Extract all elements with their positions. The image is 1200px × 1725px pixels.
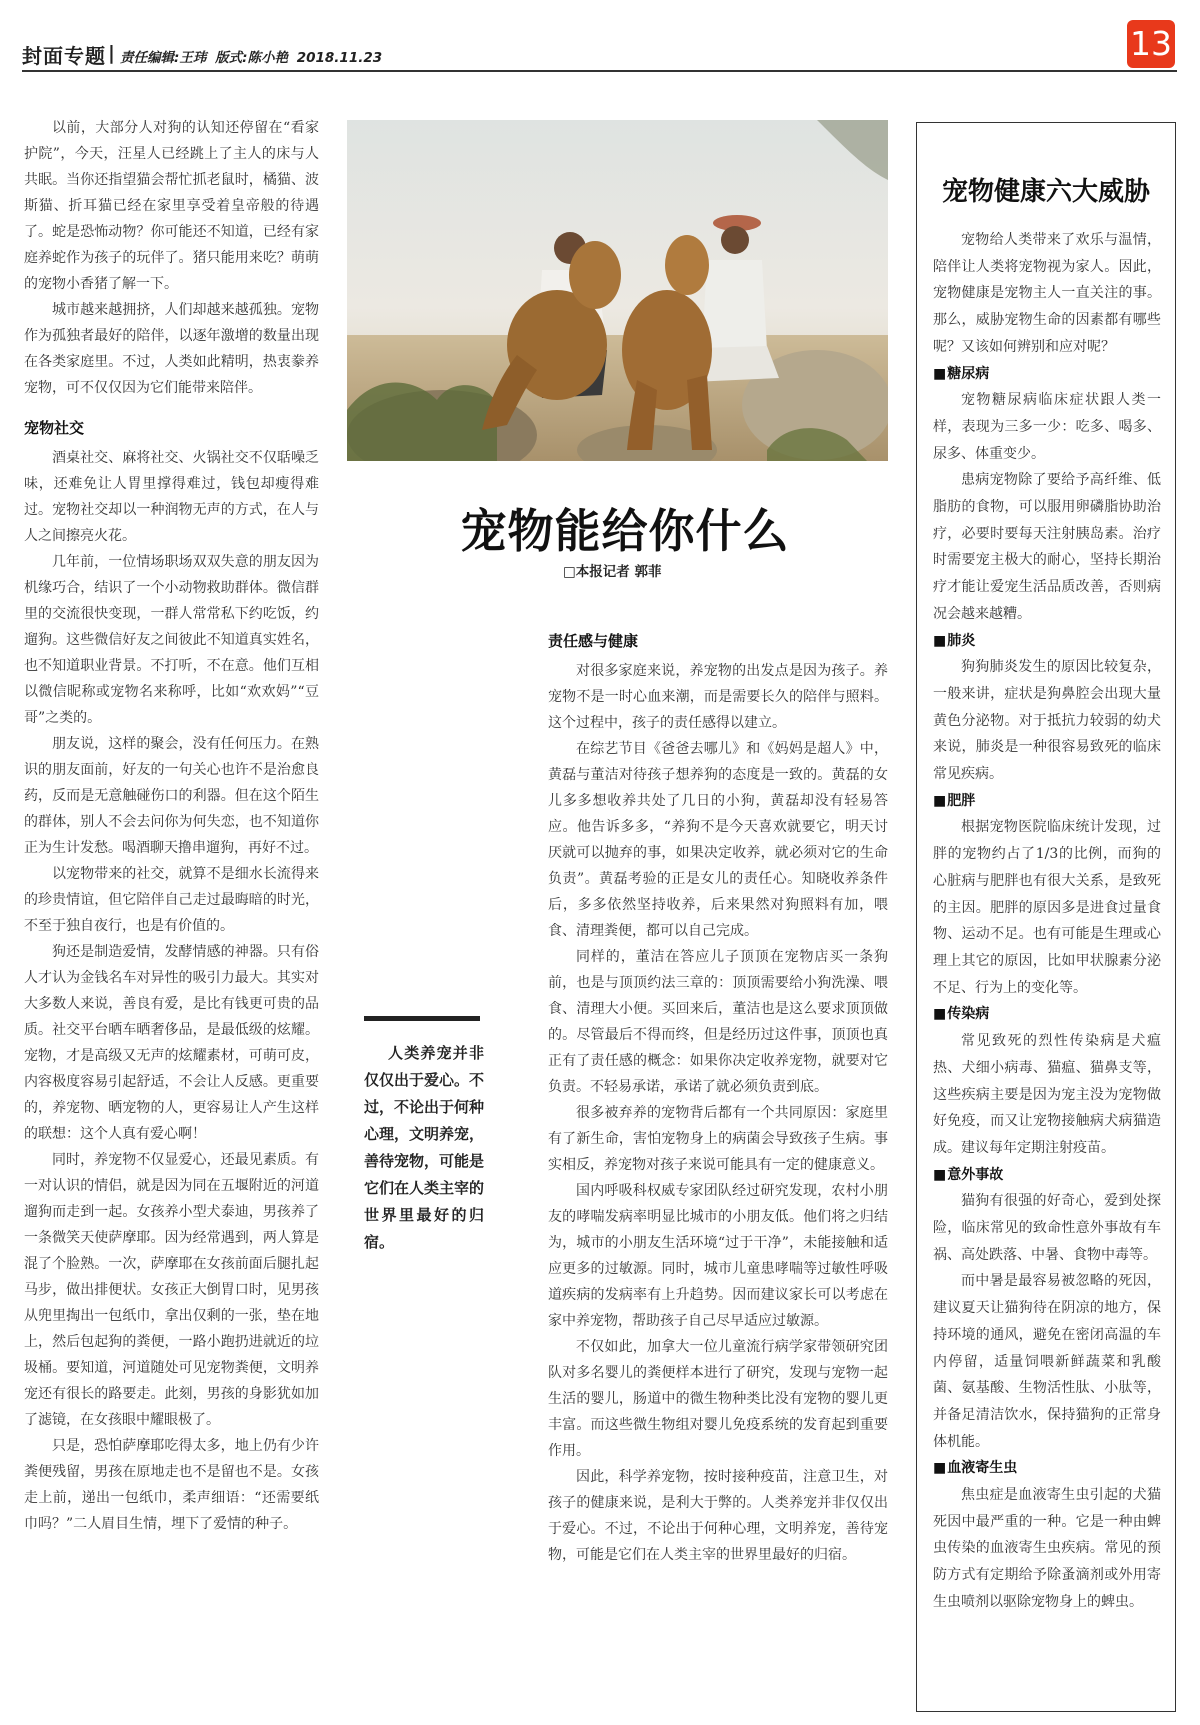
body-paragraph: 以前，大部分人对狗的认知还停留在“看家护院”，今天，汪星人已经跳上了主人的床与人共眠。当你还指望猫会帮忙抓老鼠时，橘猫、波斯猫、折耳猫已经在家里享受着皇帝般的待遇了。蛇是恐怖动物？你可能还不知道，已经有家庭养蛇作为孩子的玩伴了。猪只能用来吃？萌萌的宠物小香猪了解一下。: [24, 120, 319, 292]
subheading-responsibility-health: 责任感与健康: [548, 632, 639, 650]
sidebar-heading-diabetes: ■ 糖尿病: [933, 361, 1161, 388]
sidebar-heading-blood-parasite: ■ 血液寄生虫: [933, 1455, 1161, 1482]
body-paragraph: 国内呼吸科权威专家团队经过研究发现，农村小朋友的哮喘发病率明显比城市的小朋友低。他们将之归结为，城市的小朋友生活环境“过于干净”，未能接触和适应更多的过敏源。同时，城市儿童患哮喘等过敏性呼吸道疾病的发病率有上升趋势。因而建议家长可以考虑在家中养宠物，帮助孩子自己尽早适应过敏源。: [548, 1183, 888, 1329]
article-column-right: [548, 628, 888, 1568]
sidebar-heading-pneumonia: ■ 肺炎: [933, 628, 1161, 655]
article-column-left: [24, 115, 319, 1537]
section-title: 封面专题: [22, 44, 106, 68]
editor-credit: 责任编辑:王玮: [120, 50, 207, 66]
pull-quote: 人类养宠并非仅仅出于爱心。不过，不论出于何种心理，文明养宠，善待宠物，可能是它们在人类主宰的世界里最好的归宿。: [364, 1044, 485, 1251]
sidebar-paragraph: 猫狗有很强的好奇心，爱到处探险，临床常见的致命性意外事故有车祸、高处跌落、中暑、食物中毒等。: [933, 1193, 1161, 1263]
page-number-badge: 13: [1127, 20, 1175, 68]
sidebar-body: [933, 227, 1161, 1616]
pull-quote-rule: [364, 1016, 480, 1021]
body-paragraph: 朋友说，这样的聚会，没有任何压力。在熟识的朋友面前，好友的一句关心也许不是治愈良药，反而是无意触碰伤口的利器。但在这个陌生的群体，别人不会去问你为何失恋，也不知道你正为生计发愁。喝酒聊天撸串遛狗，再好不过。: [24, 736, 319, 856]
body-paragraph: 同样的，董洁在答应儿子顶顶在宠物店买一条狗前，也是与顶顶约法三章的：顶顶需要给小狗洗澡、喂食、清理大小便。买回来后，董洁也是这么要求顶顶做的。尽管最后不得而终，但是经历过这件事，顶顶也真正有了责任感的概念：如果你决定收养宠物，就要对它负责。不轻易承诺，承诺了就必须负责到底。: [548, 949, 888, 1095]
header-rule: [22, 70, 1177, 72]
sidebar-paragraph: 而中暑是最容易被忽略的死因，建议夏天让猫狗待在阴凉的地方，保持环境的通风，避免在密闭高温的车内停留，适量饲喂新鲜蔬菜和乳酸菌、氨基酸、生物活性肽、小肽等，并备足清洁饮水，保持猫狗的正常身体机能。: [933, 1273, 1161, 1450]
photo-illustration: [347, 120, 888, 461]
body-paragraph: 对很多家庭来说，养宠物的出发点是因为孩子。养宠物不是一时心血来潮，而是需要长久的陪伴与照料。这个过程中，孩子的责任感得以建立。: [548, 663, 888, 731]
body-paragraph: 几年前，一位情场职场双双失意的朋友因为机缘巧合，结识了一个小动物救助群体。微信群里的交流很快变现，一群人常常私下约吃饭，约遛狗。这些微信好友之间彼此不知道真实姓名，也不知道职业背景。不打听，不在意。他们互相以微信昵称或宠物名来称呼，比如“欢欢妈”“豆哥”之类的。: [24, 554, 319, 726]
body-paragraph: 很多被弃养的宠物背后都有一个共同原因：家庭里有了新生命，害怕宠物身上的病菌会导致孩子生病。事实相反，养宠物对孩子来说可能具有一定的健康意义。: [548, 1105, 888, 1173]
body-paragraph: 狗还是制造爱情，发酵情感的神器。只有俗人才认为金钱名车对异性的吸引力最大。其实对大多数人来说，善良有爱，是比有钱更可贵的品质。社交平台晒车晒奢侈品，是最低级的炫耀。宠物，才是高级又无声的炫耀素材，可萌可皮，内容极度容易引起舒适，不会让人反感。更重要的，养宠物、晒宠物的人，更容易让人产生这样的联想：这个人真有爱心啊！: [24, 944, 319, 1142]
body-paragraph: 不仅如此，加拿大一位儿童流行病学家带领研究团队对多名婴儿的粪便样本进行了研究，发现与宠物一起生活的婴儿，肠道中的微生物种类比没有宠物的婴儿更丰富。而这些微生物组对婴儿免疫系统的发育起到重要作用。: [548, 1339, 888, 1459]
sidebar-heading-accident: ■ 意外事故: [933, 1162, 1161, 1189]
layout-credit: 版式:陈小艳: [215, 50, 289, 66]
header-credits: [120, 46, 386, 66]
body-paragraph: 城市越来越拥挤，人们却越来越孤独。宠物作为孤独者最好的陪伴，以逐年激增的数量出现在各类家庭里。不过，人类如此精明，热衷豢养宠物，可不仅仅因为它们能带来陪伴。: [24, 302, 319, 396]
body-paragraph: 以宠物带来的社交，就算不是细水长流得来的珍贵情谊，但它陪伴自己走过最晦暗的时光，不至于独自夜行，也是有价值的。: [24, 866, 319, 934]
sidebar-heading-infectious: ■ 传染病: [933, 1001, 1161, 1028]
article-photo: [347, 120, 888, 461]
sidebar-box: [916, 122, 1176, 1712]
sidebar-paragraph: 宠物糖尿病临床症状跟人类一样，表现为三多一少：吃多、喝多、尿多、体重变少。: [933, 392, 1161, 462]
body-paragraph: 只是，恐怕萨摩耶吃得太多，地上仍有少许粪便残留，男孩在原地走也不是留也不是。女孩走上前，递出一包纸巾，柔声细语：“还需要纸巾吗？”二人眉目生情，埋下了爱情的种子。: [24, 1438, 319, 1532]
body-paragraph: 因此，科学养宠物，按时接种疫苗，注意卫生，对孩子的健康来说，是利大于弊的。人类养宠并非仅仅出于爱心。不过，不论出于何种心理，文明养宠，善待宠物，可能是它们在人类主宰的世界里最好的归宿。: [548, 1469, 888, 1563]
subheading-pet-social: 宠物社交: [24, 419, 85, 437]
body-paragraph: 同时，养宠物不仅显爱心，还最见素质。有一对认识的情侣，就是因为同在五堰附近的河道遛狗而走到一起。女孩养小型犬泰迪，男孩养了一条微笑天使萨摩耶。因为经常遇到，两人算是混了个脸熟。一次，萨摩耶在女孩前面后腿扎起马步，做出排便状。女孩正大倒胃口时，见男孩从兜里掏出一包纸巾，拿出仅剩的一张，垫在地上，然后包起狗的粪便，一路小跑扔进就近的垃圾桶。要知道，河道随处可见宠物粪便，文明养宠还有很长的路要走。此刻，男孩的身影犹如加了滤镜，在女孩眼中耀眼极了。: [24, 1152, 319, 1428]
article-headline: 宠物能给你什么: [460, 504, 790, 558]
sidebar-paragraph: 焦虫症是血液寄生虫引起的犬猫死因中最严重的一种。它是一种由蜱虫传染的血液寄生虫疾病。常见的预防方式有定期给予除蚤滴剂或外用寄生虫喷剂以驱除宠物身上的蜱虫。: [933, 1487, 1161, 1610]
sidebar-paragraph: 狗狗肺炎发生的原因比较复杂，一般来讲，症状是狗鼻腔会出现大量黄色分泌物。对于抵抗力较弱的幼犬来说，肺炎是一种很容易致死的临床常见疾病。: [933, 659, 1161, 783]
issue-date: 2018.11.23: [296, 50, 383, 66]
sidebar-intro: 宠物给人类带来了欢乐与温情，陪伴让人类将宠物视为家人。因此，宠物健康是宠物主人一直关注的事。那么，威胁宠物生命的因素都有哪些呢？又该如何辨别和应对呢？: [933, 232, 1161, 355]
header-separator: |: [108, 42, 115, 64]
byline: □本报记者 郭菲: [563, 564, 662, 580]
sidebar-paragraph: 常见致死的烈性传染病是犬瘟热、犬细小病毒、猫瘟、猫鼻支等，这些疾病主要是因为宠主没为宠物做好免疫，而又让宠物接触病犬病猫造成。建议每年定期注射疫苗。: [933, 1033, 1161, 1156]
sidebar-heading-obesity: ■ 肥胖: [933, 788, 1161, 815]
body-paragraph: 在综艺节目《爸爸去哪儿》和《妈妈是超人》中，黄磊与董洁对待孩子想养狗的态度是一致的。黄磊的女儿多多想收养共处了几日的小狗，黄磊却没有轻易答应。他告诉多多，“养狗不是今天喜欢就要它，明天讨厌就可以抛弃的事，如果决定收养，就必须对它的生命负责”。黄磊考验的正是女儿的责任心。知晓收养条件后，多多依然坚持收养，后来果然对狗照料有加，喂食、清理粪便，都可以自己完成。: [548, 741, 888, 939]
sidebar-paragraph: 根据宠物医院临床统计发现，过胖的宠物约占了1/3的比例，而狗的心脏病与肥胖也有很大关系，是致死的主因。肥胖的原因多是进食过量食物、运动不足。也有可能是生理或心理上其它的原因，比如甲状腺素分泌不足、行为上的变化等。: [933, 819, 1161, 996]
sidebar-title: 宠物健康六大威胁: [941, 177, 1150, 207]
sidebar-paragraph: 患病宠物除了要给予高纤维、低脂肪的食物，可以服用卵磷脂协助治疗，必要时要每天注射胰岛素。治疗时需要宠主极大的耐心，坚持长期治疗才能让爱宠生活品质改善，否则病况会越来越糟。: [933, 472, 1161, 622]
body-paragraph: 酒桌社交、麻将社交、火锅社交不仅聒噪乏味，还难免让人胃里撑得难过，钱包却瘦得难过。宠物社交却以一种润物无声的方式，在人与人之间擦亮火花。: [24, 450, 319, 544]
